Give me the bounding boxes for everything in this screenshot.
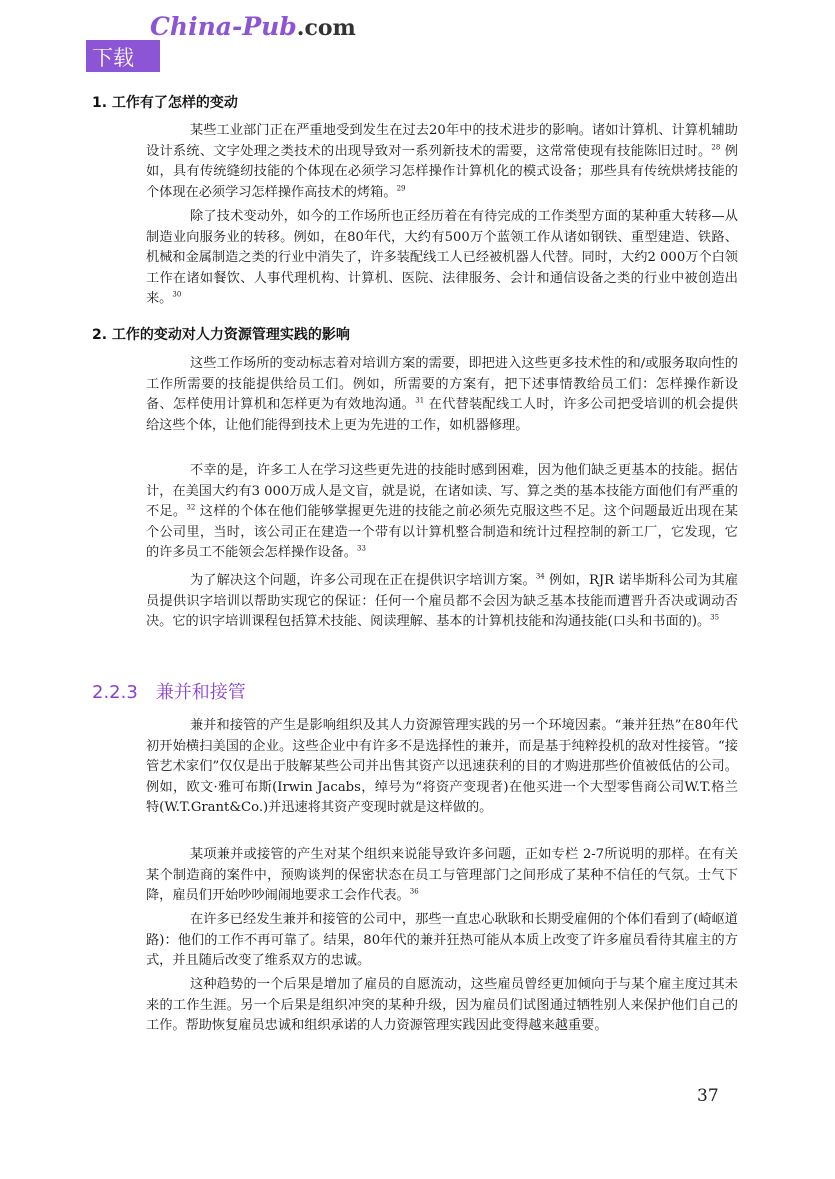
footnote-ref: 31 (415, 396, 425, 405)
paragraph: 这些工作场所的变动标志着对培训方案的需要，即把进入这些更多技术性的和/或服务取向性的工作所需要的技能提供给员工们。例如，所需要的方案有，把下述事情教给员工们：怎样操作新设备、怎样使用计算机和怎样更为有效地沟通。$^{31}$ 在代替装配线工人时，许多公司把受培训的机会提供给这些个体，让他们能得到技术上更为先进的工作，如机器修理。 (146, 356, 738, 433)
footnote-ref: 29 (396, 184, 406, 193)
page-number: 37 (697, 1086, 719, 1106)
footnote-ref: 35 (710, 613, 720, 622)
paragraph: 这种趋势的一个后果是增加了雇员的自愿流动，这些雇员曾经更加倾向于与某个雇主度过其未来的工作生涯。另一个后果是组织冲突的某种升级，因为雇员们试图通过牺牲别人来保护他们自己的工作。帮助恢复雇员忠诚和组织承诺的人力资源管理实践因此变得越来越重要。 (146, 977, 738, 1033)
paragraph: 某些工业部门正在严重地受到发生在过去20年中的技术进步的影响。诸如计算机、计算机辅助设计系统、文字处理之类技术的出现导致对一系列新技术的需要，这常常使现有技能陈旧过时。$^{28}$ 例如，具有传统缝纫技能的个体现在必须学习怎样操作计算机化的模式设备；那些具有传统烘烤技能的个体现在必须学习怎样操作高技术的烤箱。$^{29}$ (146, 123, 738, 200)
section-number: 2.2.3 (92, 682, 138, 703)
footnote-ref: 36 (409, 887, 419, 896)
paragraph: 在许多已经发生兼并和接管的公司中，那些一直忠心耿耿和长期受雇佣的个体们看到了(崎岖道路)：他们的工作不再可靠了。结果，80年代的兼并狂热可能从本质上改变了许多雇员看待其雇主的方式，并且随后改变了维系双方的忠诚。 (146, 912, 738, 968)
paragraph: 除了技术变动外，如今的工作场所也正经历着在有待完成的工作类型方面的某种重大转移—从制造业向服务业的转移。例如，在80年代，大约有500万个蓝领工作从诸如钢铁、重型建造、铁路、机械和金属制造之类的行业中消失了，许多装配线工人已经被机器人代替。同时，大约2 000万个白领工作在诸如餐饮、人事代理机构、计算机、医院、法律服务、会计和通信设备之类的行业中被创造出来。$^{30}$ (146, 209, 738, 306)
paragraph: 不幸的是，许多工人在学习这些更先进的技能时感到困难，因为他们缺乏更基本的技能。据估计，在美国大约有3 000万成人是文盲，就是说，在诸如读、写、算之类的基本技能方面他们有严重的不足。$^{32}$ 这样的个体在他们能够掌握更先进的技能之前必须先克服这些不足。这个问题最近出现在某个公司里，当时，该公司正在建造一个带有以计算机整合制造和统计过程控制的新工厂，它发现，它的许多员工不能领会怎样操作设备。$^{33}$ (146, 463, 738, 560)
section-title: 兼并和接管 (155, 682, 246, 703)
section-title-2-2-3 (92, 678, 246, 704)
logo-domain-text: .com (296, 15, 356, 41)
logo-name-text: China-Pub (150, 12, 297, 41)
download-badge-label: 下载 (92, 46, 134, 70)
footnote-ref: 32 (186, 503, 196, 512)
footnote-ref: 30 (172, 290, 182, 299)
paragraph: 为了解决这个问题，许多公司现在正在提供识字培训方案。$^{34}$ 例如，RJR 诺毕斯科公司为其雇员提供识字培训以帮助实现它的保证：任何一个雇员都不会因为缺乏基本技能而遭晋升否决或调动否决。它的识字培训课程包括算术技能、阅读理解、基本的计算机技能和沟通技能(口头和书面的)。$^{35}$ (146, 572, 739, 629)
section-heading-2: 2. 工作的变动对人力资源管理实践的影响 (92, 327, 350, 343)
footnote-ref: 28 (711, 143, 721, 152)
footnote-ref: 33 (357, 544, 366, 553)
paragraph: 某项兼并或接管的产生对某个组织来说能导致许多问题，正如专栏 2-7所说明的那样。在有关某个制造商的案件中，预购谈判的保密状态在员工与管理部门之间形成了某种不信任的气氛。士气下降，雇员们开始吵吵闹闹地要求工会作代表。$^{36}$ (146, 847, 738, 903)
paragraph: 兼并和接管的产生是影响组织及其人力资源管理实践的另一个环境因素。“兼并狂热”在80年代初开始横扫美国的企业。这些企业中有许多不是选择性的兼并，而是基于纯粹投机的敌对性接管。“接管艺术家们”仅仅是出于肢解某些公司并出售其资产以迅速获利的目的才购进那些价值被低估的公司。例如，欧文·雅可布斯(Irwin Jacabs，绰号为“将资产变现者)在他买进一个大型零售商公司W.T.格兰特(W.T.Grant&Co.)并迅速将其资产变现时就是这样做的。 (146, 718, 738, 815)
footnote-ref: 34 (535, 572, 545, 581)
section-heading-1: 1. 工作有了怎样的变动 (92, 95, 238, 111)
